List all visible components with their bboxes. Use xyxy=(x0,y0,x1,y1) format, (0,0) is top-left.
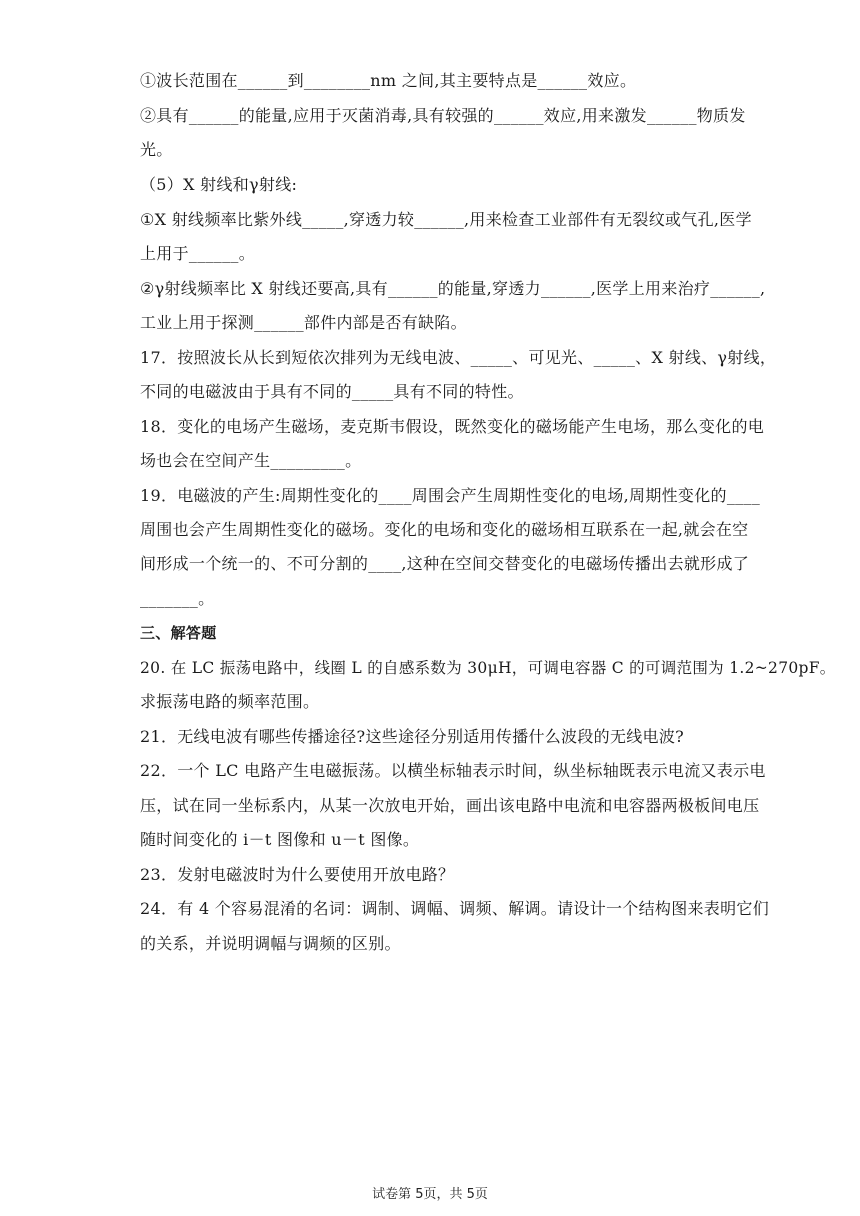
text-line: 的关系，并说明调幅与调频的区别。 xyxy=(140,934,401,953)
text-line: 工业上用于探测______部件内部是否有缺陷。 xyxy=(140,313,467,332)
text-line: ②具有______的能量,应用于灭菌消毒,具有较强的______效应,用来激发______物质发 xyxy=(140,106,746,125)
question-20: 20. 在 LC 振荡电路中，线圈 L 的自感系数为 30μH，可调电容器 C 的可调范围为 1.2~270pF。 xyxy=(140,659,836,677)
question-19: 19．电磁波的产生:周期性变化的____周围会产生周期性变化的电场,周期性变化的____ xyxy=(140,486,761,505)
page-footer: 试卷第 5页，共 5页 xyxy=(372,1187,488,1202)
text-line: 上用于______。 xyxy=(140,244,255,263)
text-line: 间形成一个统一的、不可分割的____,这种在空间交替变化的电磁场传播出去就形成了 xyxy=(140,554,750,573)
text-line: 随时间变化的 i－t 图像和 u－t 图像。 xyxy=(140,830,420,849)
question-17: 17．按照波长从长到短依次排列为无线电波、_____、可见光、_____、X 射线、γ射线， xyxy=(140,348,777,367)
question-21: 21．无线电波有哪些传播途径?这些途径分别适用传播什么波段的无线电波? xyxy=(140,727,685,746)
text-line: ②γ射线频率比 X 射线还要高,具有______的能量,穿透力______,医学上用来治疗______, xyxy=(140,279,766,298)
text-line: 不同的电磁波由于具有不同的_____具有不同的特性。 xyxy=(140,382,524,401)
text-line: 周围也会产生周期性变化的磁场。变化的电场和变化的磁场相互联系在一起,就会在空 xyxy=(140,520,749,539)
question-24: 24．有 4 个容易混淆的名词：调制、调幅、调频、解调。请设计一个结构图来表明它们 xyxy=(140,899,770,918)
text-line: （5）X 射线和γ射线: xyxy=(140,175,298,194)
section-heading: 三、解答题 xyxy=(140,624,217,642)
text-line: 压，试在同一坐标系内，从某一次放电开始，画出该电路中电流和电容器两极板间电压 xyxy=(140,796,760,815)
question-23: 23．发射电磁波时为什么要使用开放电路？ xyxy=(140,865,455,884)
text-line: ①X 射线频率比紫外线_____,穿透力较______,用来检查工业部件有无裂纹或气孔,医学 xyxy=(140,210,752,229)
question-22: 22．一个 LC 电路产生电磁振荡。以横坐标轴表示时间，纵坐标轴既表示电流又表示电 xyxy=(140,761,766,780)
text-line: 场也会在空间产生_________。 xyxy=(140,451,362,470)
text-line: ①波长范围在______到________nm 之间,其主要特点是______效应。 xyxy=(140,71,637,90)
text-line: 求振荡电路的频率范围。 xyxy=(140,692,320,711)
text-line: 光。 xyxy=(140,140,173,159)
question-18: 18．变化的电场产生磁场，麦克斯韦假设，既然变化的磁场能产生电场，那么变化的电 xyxy=(140,417,765,436)
text-line: _______。 xyxy=(140,589,215,608)
